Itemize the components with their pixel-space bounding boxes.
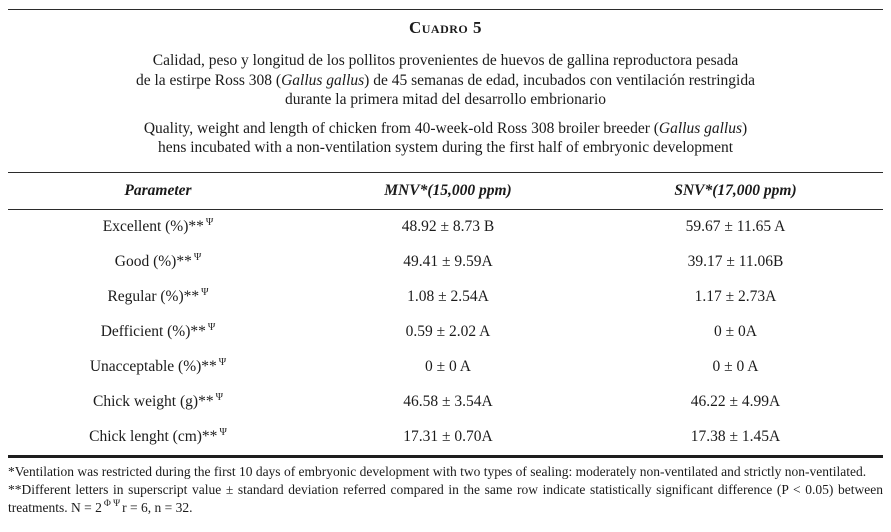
row-parameter	[8, 393, 308, 411]
psi-superscript: Ψ	[205, 216, 214, 228]
table-row	[8, 280, 883, 315]
table-row	[8, 420, 883, 455]
column-header-snv: SNV*(17,000 ppm)	[674, 181, 797, 199]
footnote-significance-tail: r = 6, n = 32.	[122, 499, 193, 515]
row-parameter	[8, 323, 308, 341]
top-rule	[8, 9, 883, 10]
psi-superscript: Ψ	[219, 426, 227, 438]
row-mnv-value: 49.41 ± 9.59A	[403, 253, 493, 270]
spanish-title-line2-pre: de la estirpe Ross 308 (	[135, 71, 282, 89]
psi-superscript: Ψ	[201, 286, 209, 298]
spanish-title-line1: Calidad, peso y longitud de los pollitos provenientes de huevos de gallina reproductora pesada	[152, 52, 739, 69]
column-header-parameter: Parameter	[124, 181, 192, 199]
table-header-row	[8, 173, 883, 209]
spanish-title-line2	[8, 71, 883, 91]
row-mnv-value: 1.08 ± 2.54A	[407, 288, 489, 305]
row-parameter	[8, 218, 308, 236]
row-snv-value: 0 ± 0A	[714, 323, 757, 340]
row-snv-value: 17.38 ± 1.45A	[690, 428, 781, 445]
row-parameter-label: Defficient (%)**	[100, 323, 206, 340]
row-parameter-label: Chick lenght (cm)**	[89, 428, 218, 445]
english-title	[8, 119, 883, 158]
table-bottom-rule	[8, 455, 883, 458]
row-parameter-label: Unacceptable (%)**	[89, 358, 217, 375]
psi-superscript: Ψ	[193, 251, 202, 263]
row-parameter	[8, 428, 308, 446]
table-row	[8, 210, 883, 245]
row-snv-value: 0 ± 0 A	[712, 358, 759, 375]
row-parameter	[8, 358, 308, 376]
row-mnv-value: 17.31 ± 0.70A	[403, 428, 493, 445]
row-snv-value: 39.17 ± 11.06B	[687, 253, 784, 270]
table-row	[8, 245, 883, 280]
spanish-title-line3: durante la primera mitad del desarrollo embrionario	[284, 91, 607, 108]
row-parameter-label: Chick weight (g)**	[93, 393, 214, 410]
psi-superscript: Ψ	[215, 391, 223, 403]
row-mnv-value: 48.92 ± 8.73 B	[401, 218, 495, 235]
spanish-title	[8, 51, 883, 110]
table-body	[8, 210, 883, 455]
footnote-ventilation: *Ventilation was restricted during the first 10 days of embryonic development with two types of sealing: moderately non-ventilated and strictly non-ventilated.	[8, 463, 867, 479]
row-parameter-label: Good (%)**	[114, 253, 192, 270]
psi-superscript: Ψ	[218, 356, 227, 368]
row-snv-value: 59.67 ± 11.65 A	[685, 218, 786, 235]
row-parameter-label: Excellent (%)**	[102, 218, 204, 235]
row-snv-value: 1.17 ± 2.73A	[694, 288, 777, 305]
row-parameter-label: Regular (%)**	[107, 288, 200, 305]
species-name-italic: Gallus gallus	[281, 71, 365, 89]
english-title-line1-pre: Quality, weight and length of chicken from 40-week-old Ross 308 broiler breeder (	[143, 119, 659, 137]
table-row	[8, 385, 883, 420]
species-name-italic: Gallus gallus	[658, 119, 743, 137]
row-parameter	[8, 253, 308, 271]
footnotes	[8, 463, 883, 518]
column-header-mnv: MNV*(15,000 ppm)	[384, 181, 512, 199]
phi-psi-superscript: Φ Ψ	[103, 499, 121, 510]
row-mnv-value: 0 ± 0 A	[425, 358, 471, 375]
row-mnv-value: 46.58 ± 3.54A	[403, 393, 493, 410]
row-mnv-value: 0.59 ± 2.02 A	[405, 323, 491, 340]
spanish-title-line2-post: ) de 45 semanas de edad, incubados con ventilación restringida	[364, 71, 755, 89]
english-title-line1-post: )	[742, 119, 748, 137]
row-snv-value: 46.22 ± 4.99A	[690, 393, 781, 410]
english-title-line1	[8, 119, 883, 139]
psi-superscript: Ψ	[207, 321, 216, 333]
row-parameter	[8, 288, 308, 306]
footnote-significance	[8, 481, 883, 517]
table-row	[8, 315, 883, 350]
english-title-line2: hens incubated with a non-ventilation system during the first half of embryonic development	[157, 139, 734, 156]
table-row	[8, 350, 883, 385]
table-label: Cuadro 5	[408, 18, 483, 37]
footnote-significance-text: **Different letters in superscript value ± standard deviation referred compared in the same row indicate statistically significant difference (P < 0.05) between treatments. N = 2	[8, 481, 883, 515]
